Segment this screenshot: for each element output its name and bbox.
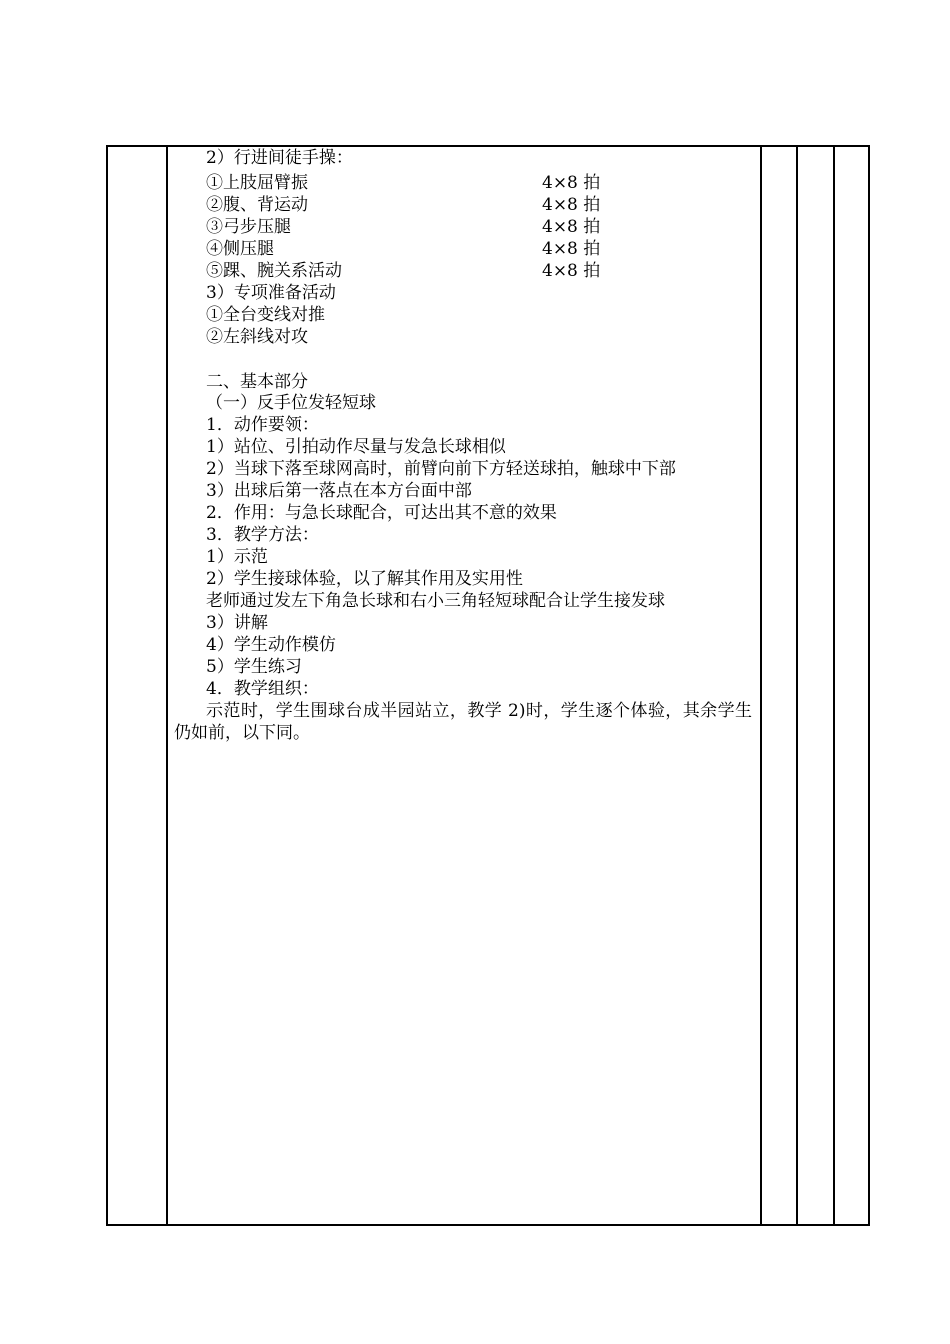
body-line: 3）讲解 xyxy=(206,613,268,633)
column-divider xyxy=(833,147,835,1224)
exercise-beats: 4×8 拍 xyxy=(542,173,601,193)
subsection-heading: （一）反手位发轻短球 xyxy=(206,393,376,413)
exercise-beats: 4×8 拍 xyxy=(542,217,601,237)
special-item: ①全台变线对推 xyxy=(206,305,325,325)
exercise-name: ④侧压腿 xyxy=(206,239,274,259)
body-line: 1．动作要领： xyxy=(206,415,319,435)
column-divider xyxy=(796,147,798,1224)
body-line: 1）站位、引拍动作尽量与发急长球相似 xyxy=(206,437,506,457)
column-divider xyxy=(166,147,168,1224)
exercise-name: ⑤踝、腕关系活动 xyxy=(206,261,342,281)
exercise-beats: 4×8 拍 xyxy=(542,239,601,259)
exercise-name: ②腹、背运动 xyxy=(206,195,308,215)
body-line: 4）学生动作模仿 xyxy=(206,635,336,655)
body-line: 3．教学方法： xyxy=(206,525,319,545)
body-line: 2）当球下落至球网高时，前臂向前下方轻送球拍，触球中下部 xyxy=(206,459,676,479)
body-line: 1）示范 xyxy=(206,547,268,567)
exercise-name: ③弓步压腿 xyxy=(206,217,291,237)
body-line: 4．教学组织： xyxy=(206,679,319,699)
section-heading: 二、基本部分 xyxy=(206,372,308,392)
organization-paragraph: 示范时，学生围球台成半园站立，教学 2)时，学生逐个体验，其余学生仍如前，以下同。 xyxy=(174,701,752,743)
special-item: ②左斜线对攻 xyxy=(206,327,308,347)
body-line: 2．作用：与急长球配合，可达出其不意的效果 xyxy=(206,503,557,523)
exercise-beats: 4×8 拍 xyxy=(542,261,601,281)
body-line: 2）学生接球体验，以了解其作用及实用性 xyxy=(206,569,523,589)
special-heading: 3）专项准备活动 xyxy=(206,283,336,303)
exercise-name: ①上肢屈臂振 xyxy=(206,173,308,193)
exercise-beats: 4×8 拍 xyxy=(542,195,601,215)
column-divider xyxy=(760,147,762,1224)
body-line: 5）学生练习 xyxy=(206,657,302,677)
body-line: 3）出球后第一落点在本方台面中部 xyxy=(206,481,472,501)
body-line: 老师通过发左下角急长球和右小三角轻短球配合让学生接发球 xyxy=(206,591,665,611)
warmup-heading: 2）行进间徒手操： xyxy=(206,148,353,168)
